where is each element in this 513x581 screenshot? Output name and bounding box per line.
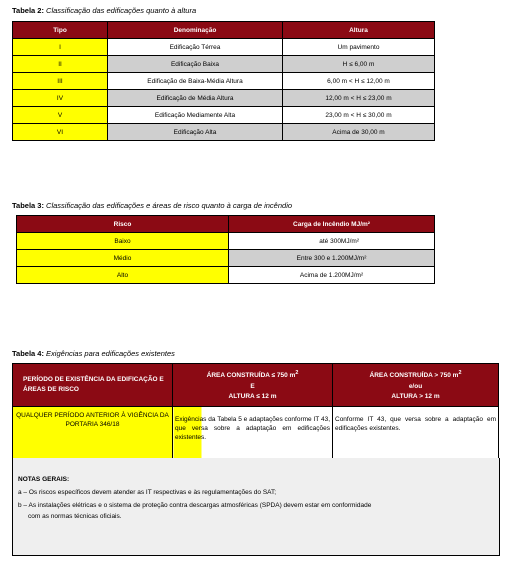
general-notes (12, 458, 500, 556)
table-row (17, 250, 435, 267)
cell-tipo: VI (13, 124, 108, 141)
header-periodo: PERÍODO DE EXISTÊNCIA DA EDIFICAÇÃO E ÁREAS DE RISCO (13, 364, 173, 407)
header-area-maior-line3: ALTURA > 12 m (391, 392, 440, 400)
table-row (13, 73, 435, 90)
header-altura: Altura (283, 22, 435, 39)
table-row (13, 407, 499, 464)
cell-altura: Acima de 30,00 m (283, 124, 435, 141)
cell-exigencias-maior: Conforme IT 43, que versa sobre a adaptação em edificações existentes. (333, 407, 499, 464)
cell-periodo: QUALQUER PERÍODO ANTERIOR À VIGÊNCIA DA PORTARIA 346/18 (13, 407, 173, 464)
cell-denominacao: Edificação de Média Altura (108, 90, 283, 107)
table4-caption-text: Exigências para edificações existentes (43, 349, 175, 358)
header-area-maior-line2: e/ou (408, 382, 423, 390)
note-b-line2: com as normas técnicas oficiais. (28, 513, 122, 520)
cell-altura: 23,00 m < H ≤ 30,00 m (283, 107, 435, 124)
cell-exigencias-menor: Exigências da Tabela 5 e adaptações conforme IT 43, que versa sobre a adaptação em edificações existentes. (173, 407, 333, 464)
note-b-line1: b – As instalações elétricas e o sistema de proteção contra descargas atmosféricas (SPDA) devem estar em conformidade (18, 502, 372, 509)
cell-altura: H ≤ 6,00 m (283, 56, 435, 73)
cell-denominacao: Edificação Mediamente Alta (108, 107, 283, 124)
cell-carga: Entre 300 e 1.200MJ/m² (229, 250, 435, 267)
cell-carga: Acima de 1.200MJ/m² (229, 267, 435, 284)
table-row (13, 124, 435, 141)
table-row (13, 90, 435, 107)
cell-tipo: IV (13, 90, 108, 107)
notes-side-shade (489, 458, 499, 555)
cell-tipo: I (13, 39, 108, 56)
header-area-maior (333, 364, 499, 407)
header-area-menor-line3: ALTURA ≤ 12 m (228, 392, 277, 400)
cell-risco: Médio (17, 250, 229, 267)
table-header-row (13, 22, 435, 39)
table2-caption-text: Classificação das edificações quanto à altura (43, 6, 197, 15)
header-area-menor-sup: 2 (295, 370, 299, 377)
header-area-maior-line1: ÁREA CONSTRUÍDA > 750 m (369, 372, 459, 380)
table4-caption-label: Tabela 4: (12, 349, 44, 358)
cell-denominacao: Edificação Alta (108, 124, 283, 141)
table-row (17, 267, 435, 284)
cell-denominacao: Edificação Baixa (108, 56, 283, 73)
cell-tipo: III (13, 73, 108, 90)
table3-caption (12, 201, 292, 210)
table-fire-load (16, 215, 435, 284)
table-row (13, 39, 435, 56)
table-row (13, 107, 435, 124)
cell-risco: Alto (17, 267, 229, 284)
header-denominacao: Denominação (108, 22, 283, 39)
table4-caption (12, 349, 175, 358)
note-a: a – Os riscos específicos devem atender as IT respectivas e às regulamentações do SAT; (18, 489, 277, 496)
table-row (17, 233, 435, 250)
notes-title: NOTAS GERAIS: (18, 476, 70, 483)
table-row (13, 56, 435, 73)
header-area-menor (173, 364, 333, 407)
cell-tipo: II (13, 56, 108, 73)
cell-carga: até 300MJ/m² (229, 233, 435, 250)
cell-denominacao: Edificação de Baixa-Média Altura (108, 73, 283, 90)
table2-caption (12, 6, 196, 15)
cell-altura: 6,00 m < H ≤ 12,00 m (283, 73, 435, 90)
table2-caption-label: Tabela 2: (12, 6, 44, 15)
cell-denominacao: Edificação Térrea (108, 39, 283, 56)
table-header-row (13, 364, 499, 407)
header-area-menor-line1: ÁREA CONSTRUÍDA ≤ 750 m (206, 372, 296, 380)
header-risco: Risco (17, 216, 229, 233)
table3-caption-label: Tabela 3: (12, 201, 44, 210)
table3-caption-text: Classificação das edificações e áreas de risco quanto à carga de incêndio (43, 201, 293, 210)
header-area-menor-line2: E (250, 382, 255, 390)
cell-altura: Um pavimento (283, 39, 435, 56)
cell-tipo: V (13, 107, 108, 124)
cell-altura: 12,00 m < H ≤ 23,00 m (283, 90, 435, 107)
cell-risco: Baixo (17, 233, 229, 250)
table-header-row (17, 216, 435, 233)
table-building-height (12, 21, 435, 141)
table-existing-buildings (12, 363, 499, 464)
header-tipo: Tipo (13, 22, 108, 39)
header-carga: Carga de Incêndio MJ/m² (229, 216, 435, 233)
header-area-maior-sup: 2 (458, 370, 462, 377)
